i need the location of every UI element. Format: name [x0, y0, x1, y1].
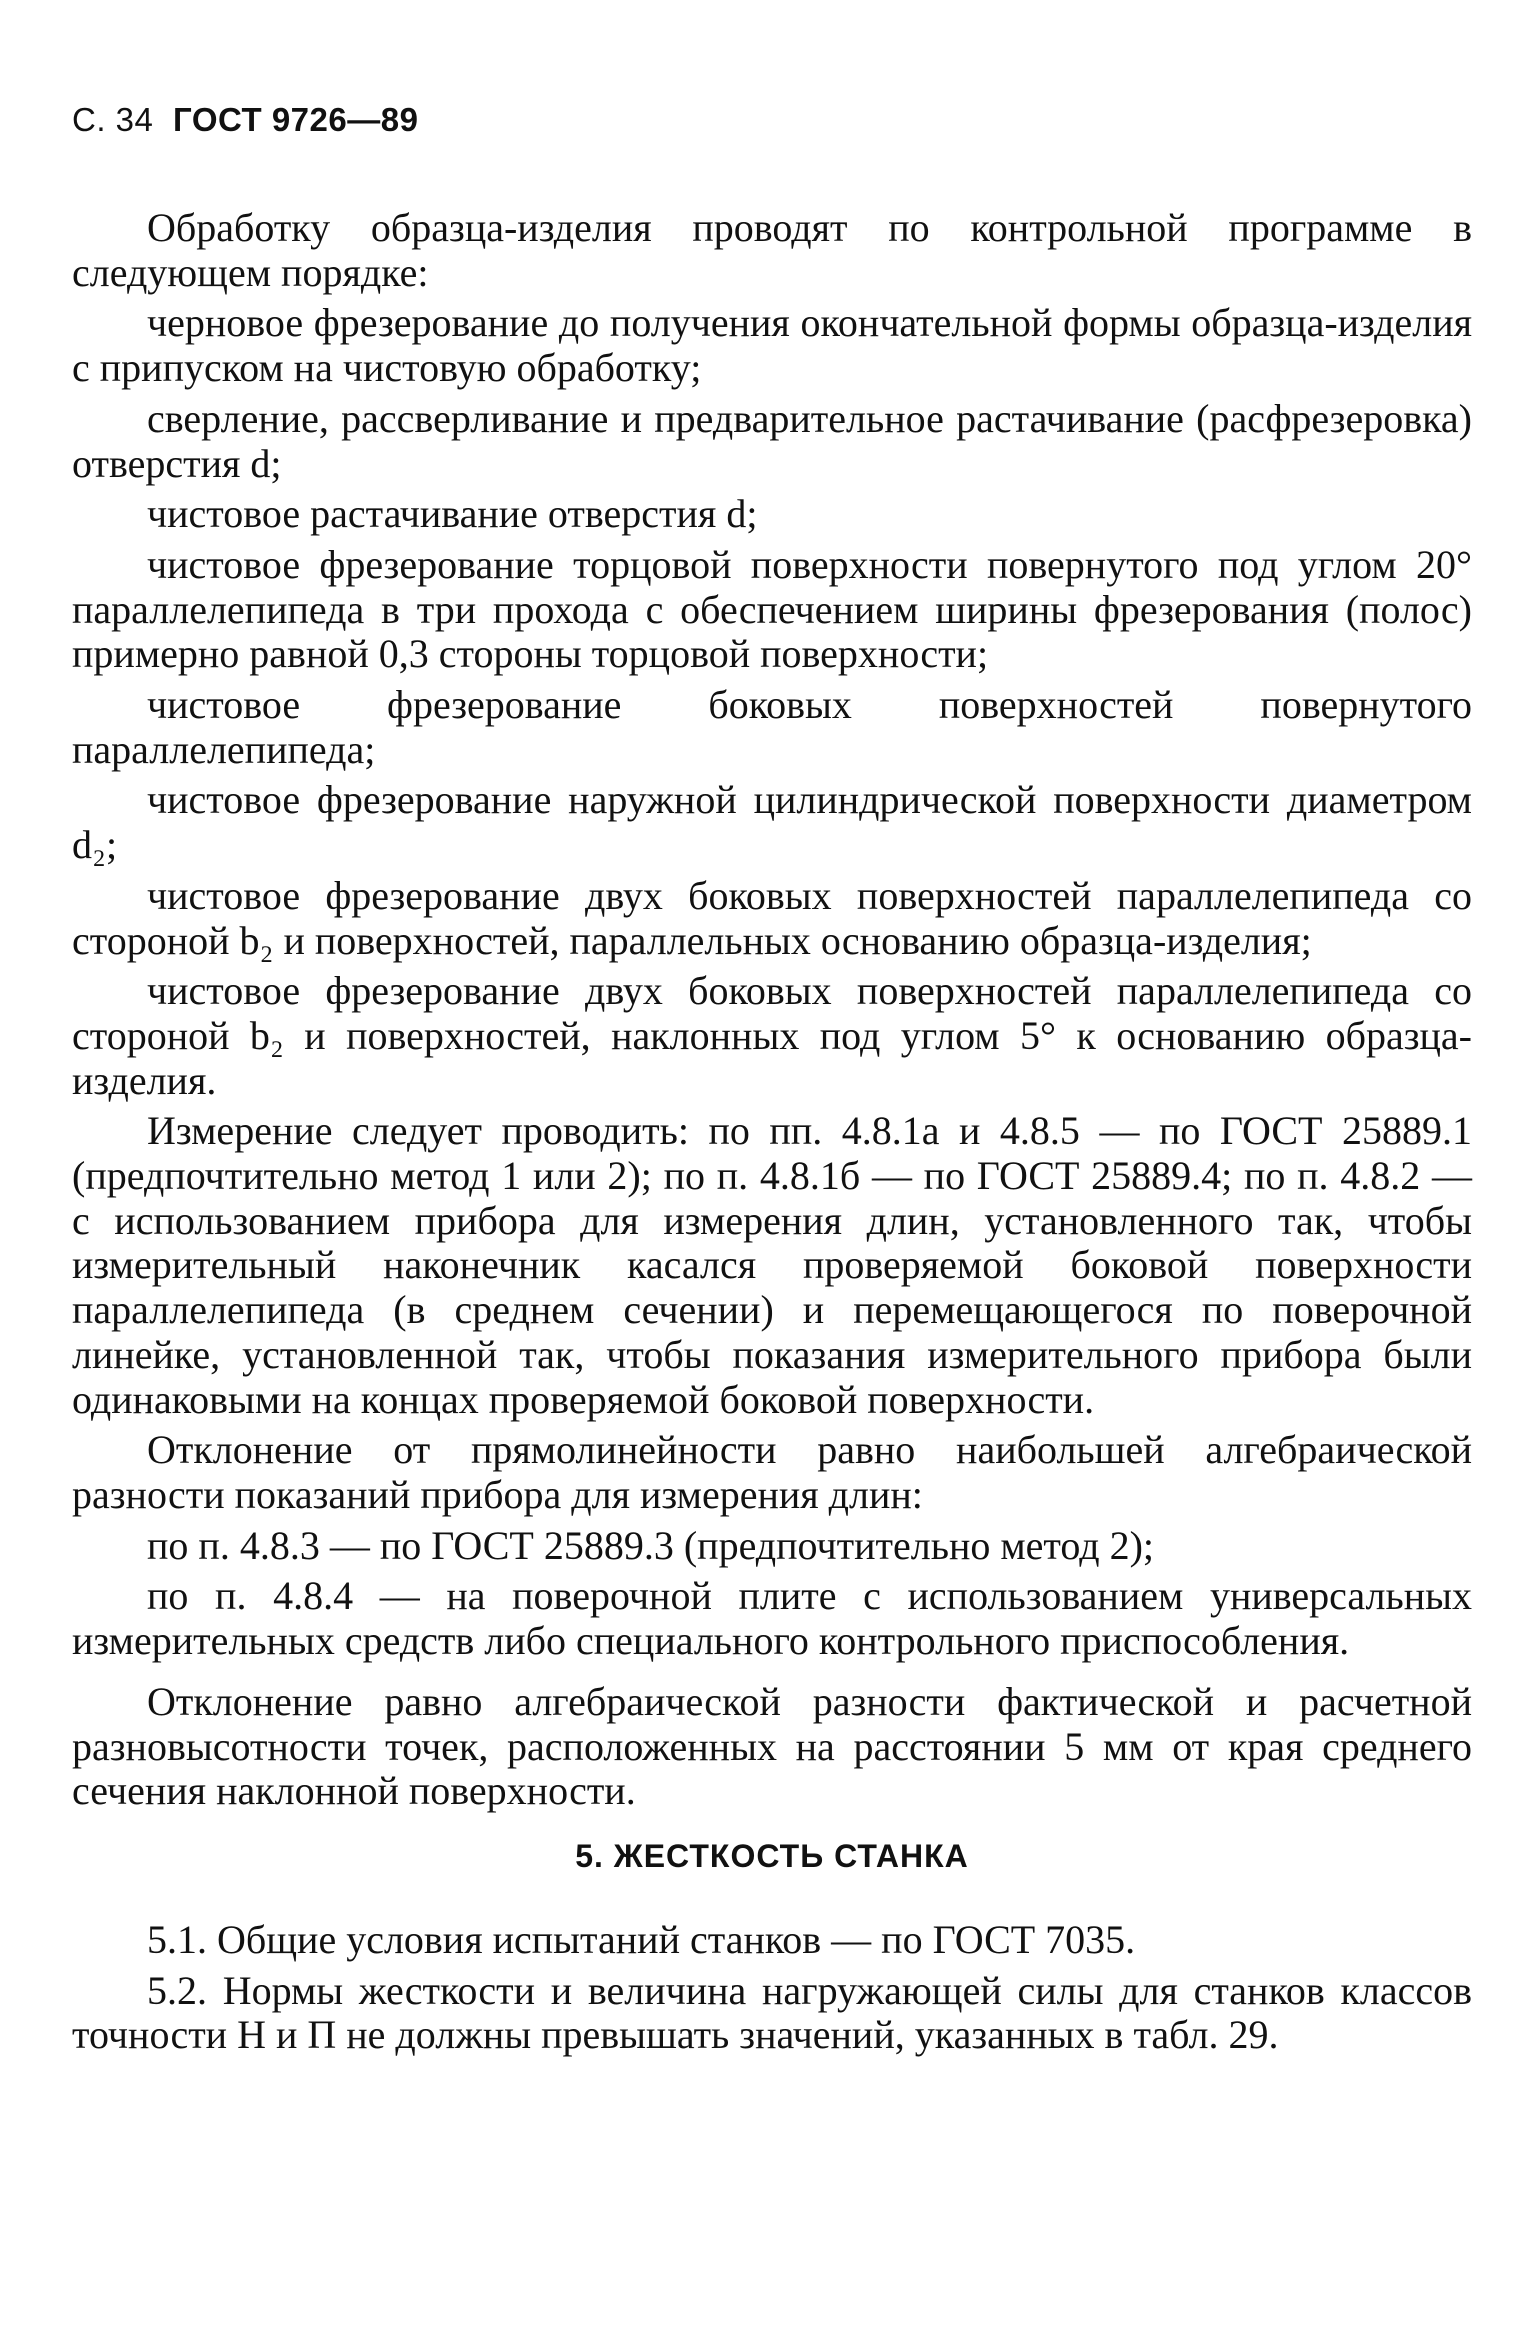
paragraph-straightness: Отклонение от прямолинейности равно наибольшей алгебраической разности показаний прибора для измерения длин:	[72, 1427, 1472, 1517]
paragraph-measurement: Измерение следует проводить: по пп. 4.8.1а и 4.8.5 — по ГОСТ 25889.1 (предпочтительно метод 1 или 2); по п. 4.8.1б — по ГОСТ 25889.4; по п. 4.8.2 — с использованием прибора для измерения длин, установленного так, чтобы измерительный наконечник касался проверяемой боковой поверхности параллелепипеда (в среднем сечении) и перемещающегося по поверочной линейке, установленной так, чтобы показания измерительного прибора были одинаковыми на концах проверяемой боковой поверхности.	[72, 1108, 1472, 1422]
step-cylinder-milling: чистовое фрезерование наружной цилиндрической поверхности диаметром d₂;	[72, 777, 1472, 868]
document-page	[72, 100, 1472, 2058]
item-4-8-3: по п. 4.8.3 — по ГОСТ 25889.3 (предпочтительно метод 2);	[147, 1522, 1155, 1568]
paragraph-deviation: Отклонение равно алгебраической разности фактической и расчетной разновысотности точек, расположенных на расстоянии 5 мм от края среднего сечения наклонной поверхности.	[72, 1678, 1472, 1814]
step-inclined-surfaces: чистовое фрезерование двух боковых поверхностей параллелепипеда со стороной b₂ и поверхностей, наклонных под углом 5° к основанию образца-изделия.	[72, 968, 1472, 1103]
step-parallel-surfaces: чистовое фрезерование двух боковых поверхностей параллелепипеда со стороной b₂ и поверхностей, параллельных основанию образца-изделия;	[72, 872, 1472, 963]
page-header	[72, 100, 1472, 140]
clause-5-2: 5.2. Нормы жесткости и величина нагружающей силы для станков классов точности Н и П не должны превышать значений, указанных в табл. 29.	[72, 1967, 1472, 2058]
step-rough-milling: черновое фрезерование до получения окончательной формы образца-изделия с припуском на чистовую обработку;	[72, 300, 1472, 391]
clause-5-1: 5.1. Общие условия испытаний станков — по ГОСТ 7035.	[147, 1916, 1136, 1962]
step-finish-boring: чистовое растачивание отверстия d;	[147, 491, 758, 537]
item-4-8-4: по п. 4.8.4 — на поверочной плите с использованием универсальных измерительных средств либо специального контрольного приспособления.	[72, 1573, 1472, 1664]
step-side-milling: чистовое фрезерование боковых поверхностей повернутого параллелепипеда;	[72, 682, 1472, 772]
step-drilling: сверление, рассверливание и предварительное растачивание (расфрезеровка) отверстия d;	[72, 395, 1472, 486]
page-number: С. 34	[72, 101, 154, 138]
section-title: 5. ЖЕСТКОСТЬ СТАНКА	[575, 1837, 969, 1874]
paragraph-intro: Обработку образца-изделия проводят по контрольной программе в следующем порядке:	[72, 205, 1472, 295]
step-end-face-milling: чистовое фрезерование торцовой поверхности повернутого под углом 20° параллелепипеда в три прохода с обеспечением ширины фрезерования (полос) примерно равной 0,3 стороны торцовой поверхности;	[72, 541, 1472, 677]
standard-designation: ГОСТ 9726—89	[173, 101, 419, 138]
